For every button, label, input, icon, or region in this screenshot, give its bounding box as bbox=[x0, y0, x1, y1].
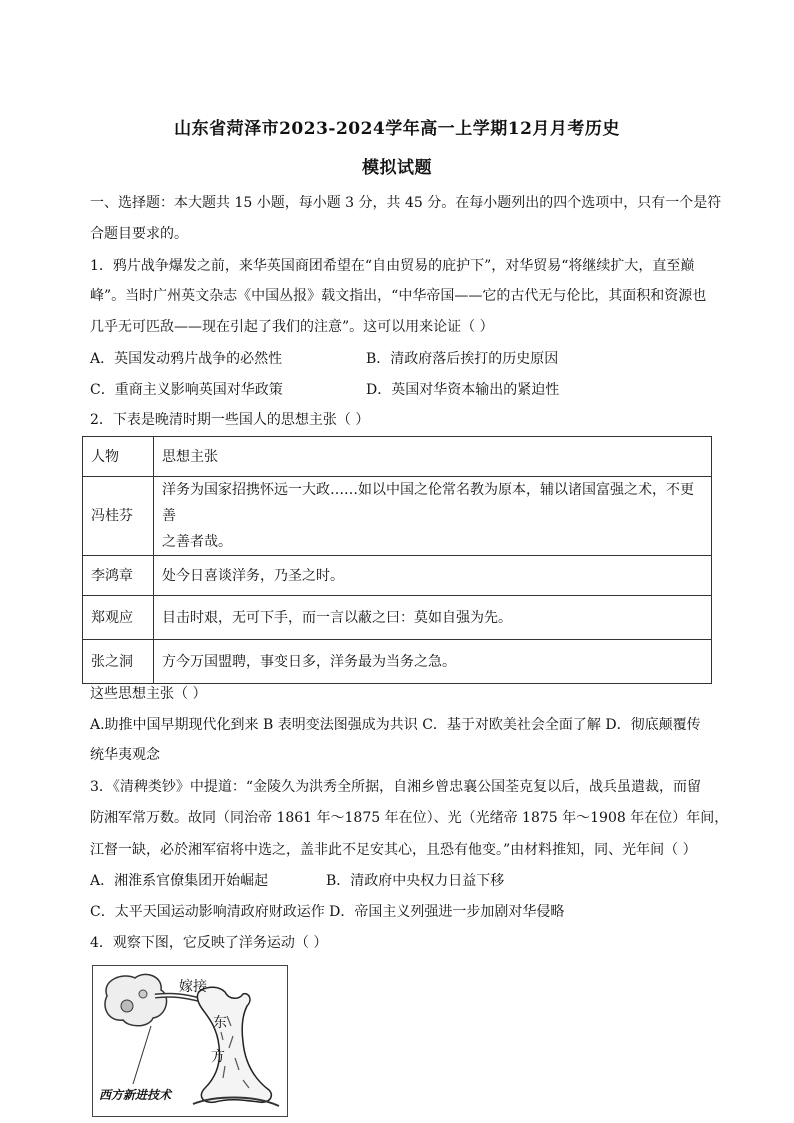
q2-table bbox=[82, 436, 712, 684]
q4-figure bbox=[92, 965, 288, 1117]
q2-follow: 这些思想主张（ ） bbox=[90, 686, 207, 702]
table-cell-person: 冯桂芬 bbox=[83, 477, 154, 556]
caption-pointer bbox=[133, 1026, 151, 1084]
table-row bbox=[83, 596, 712, 640]
table-row bbox=[83, 477, 712, 556]
q1-option-b: B．清政府落后挨打的历史原因 bbox=[366, 351, 559, 367]
q3-options-cd: C．太平天国运动影响清政府财政运作 D．帝国主义列强进一步加剧对华侵略 bbox=[90, 904, 565, 920]
fruit-detail bbox=[121, 1000, 133, 1012]
q3-option-a: A．湘淮系官僚集团开始崛起 bbox=[90, 873, 269, 889]
q3-stem-line2: 防湘军常万数。故同（同治帝 1861 年～1875 年在位）、光（光绪帝 1875 年～1908 年在位）年间， bbox=[90, 810, 729, 826]
western-fruit-shape bbox=[105, 974, 167, 1025]
q2-stem: 2．下表是晚清时期一些国人的思想主张（ ） bbox=[90, 412, 370, 428]
table-cell-idea bbox=[154, 477, 712, 556]
table-cell-idea: 目击时艰，无可下手，而一言以蔽之曰：莫如自强为先。 bbox=[154, 596, 712, 640]
figure-label-east-1: 东 bbox=[213, 1015, 227, 1031]
section-intro-line2: 合题目要求的。 bbox=[90, 226, 188, 242]
q3-stem-line1: 3．《清稗类钞》中提道：“金陵久为洪秀全所据，自湘乡曾忠襄公国荃克复以后，战兵虽遣裁，而留 bbox=[90, 779, 702, 795]
figure-label-graft: 嫁接 bbox=[179, 979, 207, 995]
q3-stem-line3: 江督一缺，必於湘军宿将中选之，盖非此不足安其心，且恐有他变。”由材料推知，同、光年间（ ） bbox=[90, 842, 697, 858]
table-header-row bbox=[83, 437, 712, 477]
table-cell-idea: 处今日喜谈洋务，乃圣之时。 bbox=[154, 556, 712, 596]
table-cell-idea-line2: 之善者哉。 bbox=[162, 534, 232, 550]
table-header-idea: 思想主张 bbox=[154, 437, 712, 477]
fruit-detail bbox=[139, 990, 147, 998]
q1-option-c: C．重商主义影响英国对华政策 bbox=[90, 382, 283, 398]
page-subtitle: 模拟试题 bbox=[362, 158, 432, 178]
q4-stem: 4．观察下图，它反映了洋务运动（ ） bbox=[90, 935, 328, 951]
q2-options-line2: 统华夷观念 bbox=[90, 747, 160, 763]
table-cell-idea: 方今万国盟聘，事变日多，洋务最为当务之急。 bbox=[154, 640, 712, 684]
q3-option-b: B．清政府中央权力日益下移 bbox=[326, 873, 505, 889]
q1-option-d: D．英国对华资本输出的紧迫性 bbox=[366, 382, 560, 398]
table-cell-person: 李鸿章 bbox=[83, 556, 154, 596]
table-row bbox=[83, 556, 712, 596]
q2-options-line1: A.助推中国早期现代化到来 B 表明变法图强成为共识 C．基于对欧美社会全面了解 D．彻底颠覆传 bbox=[90, 717, 701, 733]
table-cell-idea-line1: 洋务为国家招携怀远一大政……如以中国之伦常名教为原本，辅以诸国富强之术，不更善 bbox=[162, 482, 694, 524]
q1-stem-line2: 峰”。当时广州英文杂志《中国丛报》载文指出，“中华帝国——它的古代无与伦比，其面积和资源也 bbox=[90, 288, 707, 304]
q1-option-a: A．英国发动鸦片战争的必然性 bbox=[90, 351, 283, 367]
table-cell-person: 张之洞 bbox=[83, 640, 154, 684]
eastern-trunk-shape bbox=[197, 987, 271, 1102]
figure-caption: 西方新进技术 bbox=[99, 1088, 172, 1102]
table-header-person: 人物 bbox=[83, 437, 154, 477]
section-intro-line1: 一、选择题：本大题共 15 小题，每小题 3 分，共 45 分。在每小题列出的四个选项中，只有一个是符 bbox=[90, 195, 722, 211]
table-cell-person: 郑观应 bbox=[83, 596, 154, 640]
q1-stem-line1: 1．鸦片战争爆发之前，来华英国商团希望在“自由贸易的庇护下”，对华贸易“将继续扩大，直至巅 bbox=[90, 258, 695, 274]
page-title: 山东省菏泽市2023-2024学年高一上学期12月月考历史 bbox=[174, 119, 620, 139]
q1-stem-line3: 几乎无可匹敌——现在引起了我们的注意”。这可以用来论证（ ） bbox=[90, 319, 494, 335]
table-row bbox=[83, 640, 712, 684]
figure-label-east-2: 方 bbox=[211, 1049, 225, 1065]
